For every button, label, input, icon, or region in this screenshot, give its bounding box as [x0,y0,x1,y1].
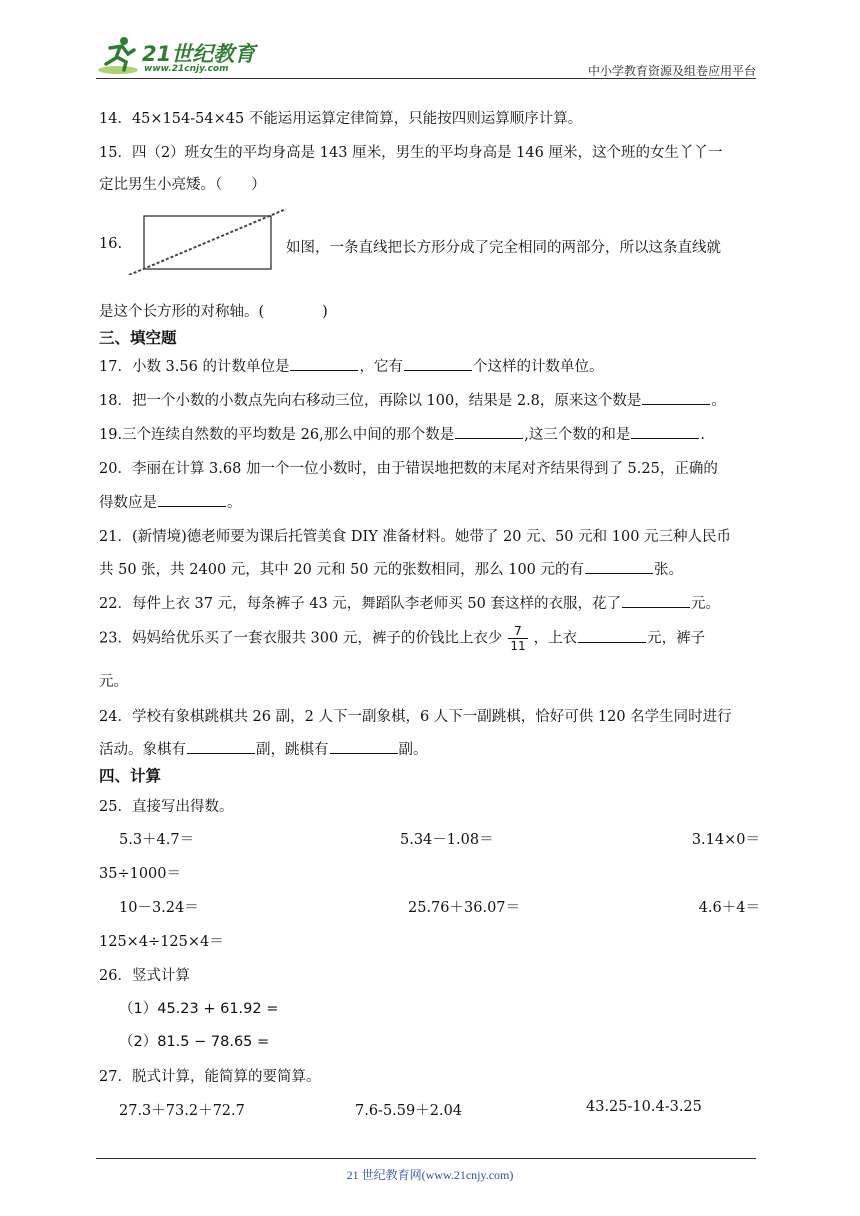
expression: 3.14×0＝ [691,832,760,848]
rectangle-diagram [125,205,290,275]
answer-blank[interactable] [631,424,699,439]
answer-blank[interactable] [158,492,226,507]
answer-blank[interactable] [187,739,255,754]
expression: 27.3＋73.2＋72.7 [119,1103,245,1119]
question-15-line2: 定比男生小亮矮。（ ） [99,177,266,193]
expression: 5.34－1.08＝ [400,832,494,848]
question-17: 17．小数 3.56 的计数单位是 ，它有 个这样的计数单位。 [99,355,603,376]
answer-blank[interactable] [622,593,690,608]
question-16-text: 如图，一条直线把长方形分成了完全相同的两部分，所以这条直线就 [286,240,721,256]
question-18: 18．把一个小数的小数点先向右移动三位，再除以 100，结果是 2.8，原来这个数是 。 [99,389,726,410]
question-22: 22．每件上衣 37 元，每条裤子 43 元，舞蹈队李老师买 50 套这样的衣服，花了 元。 [99,592,720,613]
header-rule [96,78,756,79]
logo-main-text: 21世纪教育 [142,42,256,66]
expression: （2）81.5 − 78.65 = [119,1034,270,1050]
question-25-title: 25．直接写出得数。 [99,799,234,815]
answer-blank[interactable] [404,356,472,371]
question-23-line1: 23．妈妈给优乐买了一套衣服共 300 元，裤子的价钱比上衣少 $\frac{7}{11}$ ，上衣 元，裤子 [99,624,706,653]
question-21-line1: 21．(新情境)德老师要为课后托管美食 DIY 准备材料。她带了 20 元、50 元和 100 元三种人民币 [99,529,732,545]
question-24-line1: 24．学校有象棋跳棋共 26 副，2 人下一副象棋，6 人下一副跳棋，恰好可供 120 名学生同时进行 [99,709,732,725]
question-21-line2: 共 50 张，共 2400 元，其中 20 元和 50 元的张数相同，那么 100 元的有 张。 [99,558,683,579]
expression: 125×4÷125×4＝ [99,934,224,950]
header-right-text: 中小学教育资源及组卷应用平台 [587,64,756,78]
header-logo [96,34,266,78]
section-title-calculation: 四、计算 [99,767,162,785]
question-19: 19.三个连续自然数的平均数是 26,那么中间的那个数是 ,这三个数的和是 . [99,423,705,444]
answer-blank[interactable] [642,390,710,405]
expression: （1）45.23 + 61.92 = [119,1001,279,1017]
question-14: 14．45×154-54×45 不能运用运算定律简算，只能按四则运算顺序计算。 [99,111,583,127]
footer-rule [96,1158,756,1159]
expression: 25.76＋36.07＝ [408,900,521,916]
answer-blank[interactable] [455,424,523,439]
expression: 5.3＋4.7＝ [119,832,195,848]
question-15-line1: 15．四（2）班女生的平均身高是 143 厘米，男生的平均身高是 146 厘米，这个班的女生丫丫一 [99,145,723,161]
runner-logo-icon [96,34,140,76]
fraction: $\frac{7}{11}$ [510,624,526,653]
expression: 4.6＋4＝ [698,900,760,916]
question-23-line2: 元。 [99,674,128,690]
expression: 35÷1000＝ [99,866,182,882]
question-24-line2: 活动。象棋有 副，跳棋有 副。 [99,738,428,759]
answer-blank[interactable] [585,559,653,574]
answer-blank[interactable] [290,356,358,371]
answer-blank[interactable] [578,628,646,643]
question-27-title: 27．脱式计算，能简算的要简算。 [99,1069,321,1085]
answer-blank[interactable] [330,739,398,754]
logo-url-text: www.21cnjy.com [144,64,229,74]
question-20-line2: 得数应是 。 [99,491,242,512]
expression: 10－3.24＝ [119,900,199,916]
footer-text: 21 世纪教育网(www.21cnjy.com) [346,1168,514,1182]
question-26-title: 26．竖式计算 [99,968,190,984]
section-title-fill-in: 三、填空题 [99,329,177,347]
question-20-line1: 20．李丽在计算 3.68 加一个一位小数时，由于错误地把数的末尾对齐结果得到了 5.25，正确的 [99,461,718,477]
question-16-number: 16. [99,236,123,252]
expression: 43.25-10.4-3.25 [586,1099,702,1115]
expression: 7.6-5.59＋2.04 [355,1103,463,1119]
question-16-line2: 是这个长方形的对称轴。( ) [99,304,328,320]
